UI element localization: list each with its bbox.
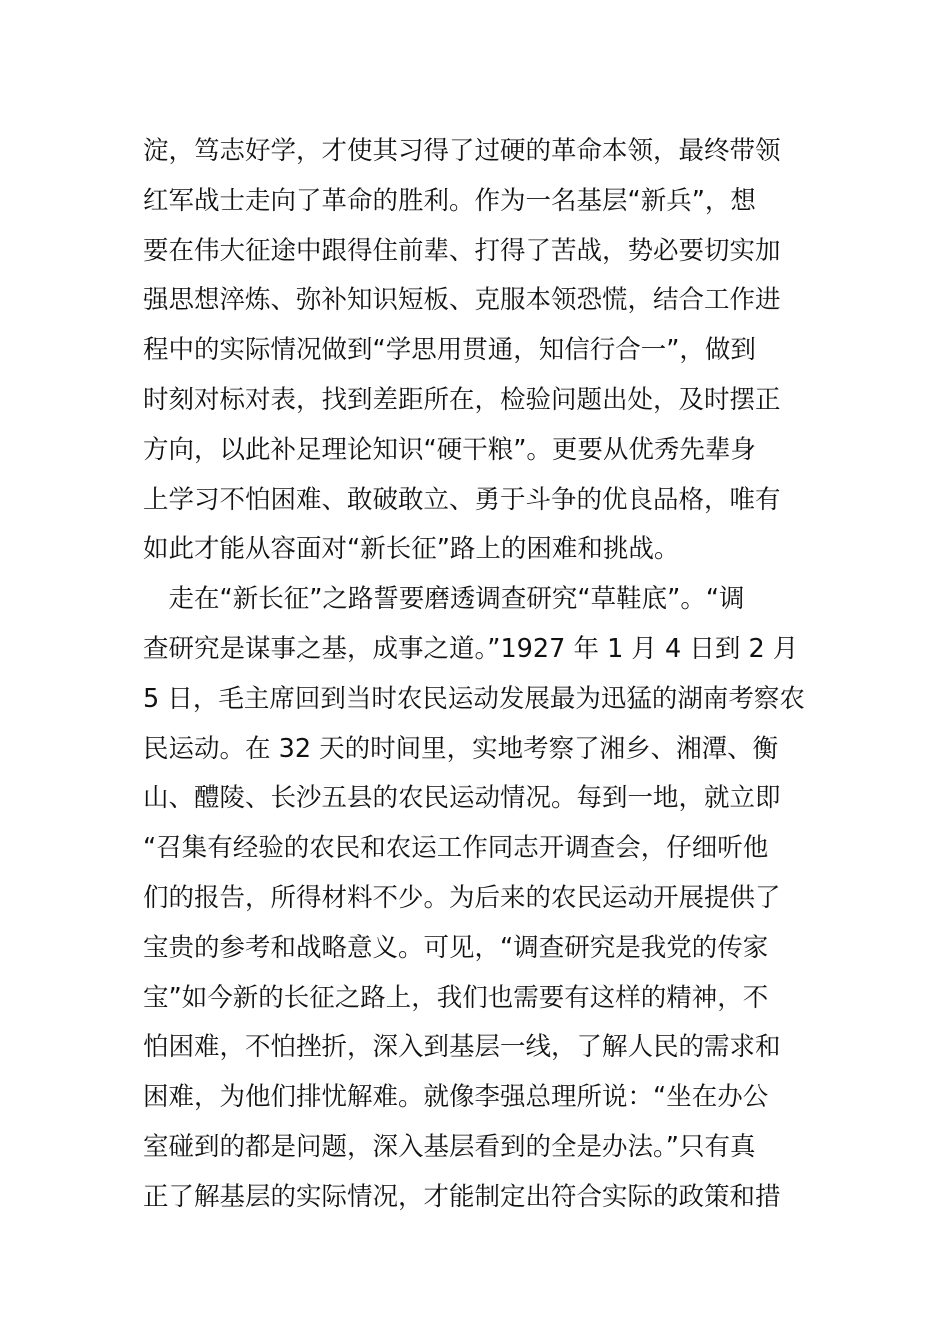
text-line: 们的报告，所得材料不少。为后来的农民运动开展提供了: [143, 882, 781, 913]
text-line: 淀，笃志好学，才使其习得了过硬的革命本领，最终带领: [143, 136, 781, 166]
text-line: 要在伟大征途中跟得住前辈、打得了苦战，势必要切实加: [143, 235, 781, 266]
text-line: 方向，以此补足理论知识“硬干粮”。更要从优秀先辈身: [143, 434, 756, 465]
text-line: 如此才能从容面对“新长征”路上的困难和挑战。: [143, 534, 680, 565]
text-line: “召集有经验的农民和农运工作同志开调查会，仔细听他: [143, 833, 769, 864]
text-line: 查研究是谋事之基，成事之道。”1927 年 1 月 4 日到 2 月: [143, 633, 799, 664]
text-line: 宝贵的参考和战略意义。可见，“调查研究是我党的传家: [143, 932, 769, 963]
text-line: 5 日，毛主席回到当时农民运动发展最为迅猛的湖南考察农: [143, 683, 805, 714]
text-line: 程中的实际情况做到“学思用贯通，知信行合一”，做到: [143, 335, 756, 366]
text-line: 宝”如今新的长征之路上，我们也需要有这样的精神，不: [143, 982, 769, 1013]
text-line: 室碰到的都是问题，深入基层看到的全是办法。”只有真: [143, 1131, 756, 1162]
text-line: 红军战士走向了革命的胜利。作为一名基层“新兵”，想: [143, 185, 756, 216]
text-line: 正了解基层的实际情况，才能制定出符合实际的政策和措: [143, 1181, 781, 1212]
text-line: 怕困难，不怕挫折，深入到基层一线，了解人民的需求和: [143, 1032, 781, 1063]
text-line: 山、醴陵、长沙五县的农民运动情况。每到一地，就立即: [143, 783, 781, 814]
text-line: 上学习不怕困难、敢破敢立、勇于斗争的优良品格，唯有: [143, 484, 781, 515]
text-line: 强思想淬炼、弥补知识短板、克服本领恐慌，结合工作进: [143, 285, 781, 316]
text-line: 民运动。在 32 天的时间里，实地考察了湘乡、湘潭、衡: [143, 733, 779, 764]
text-line: 走在“新长征”之路誓要磨透调查研究“草鞋底”。“调: [143, 584, 745, 615]
body-text: [143, 127, 813, 1223]
text-line: 困难，为他们排忧解难。就像李强总理所说：“坐在办公: [143, 1082, 769, 1113]
text-line: 时刻对标对表，找到差距所在，检验问题出处，及时摆正: [143, 384, 781, 415]
